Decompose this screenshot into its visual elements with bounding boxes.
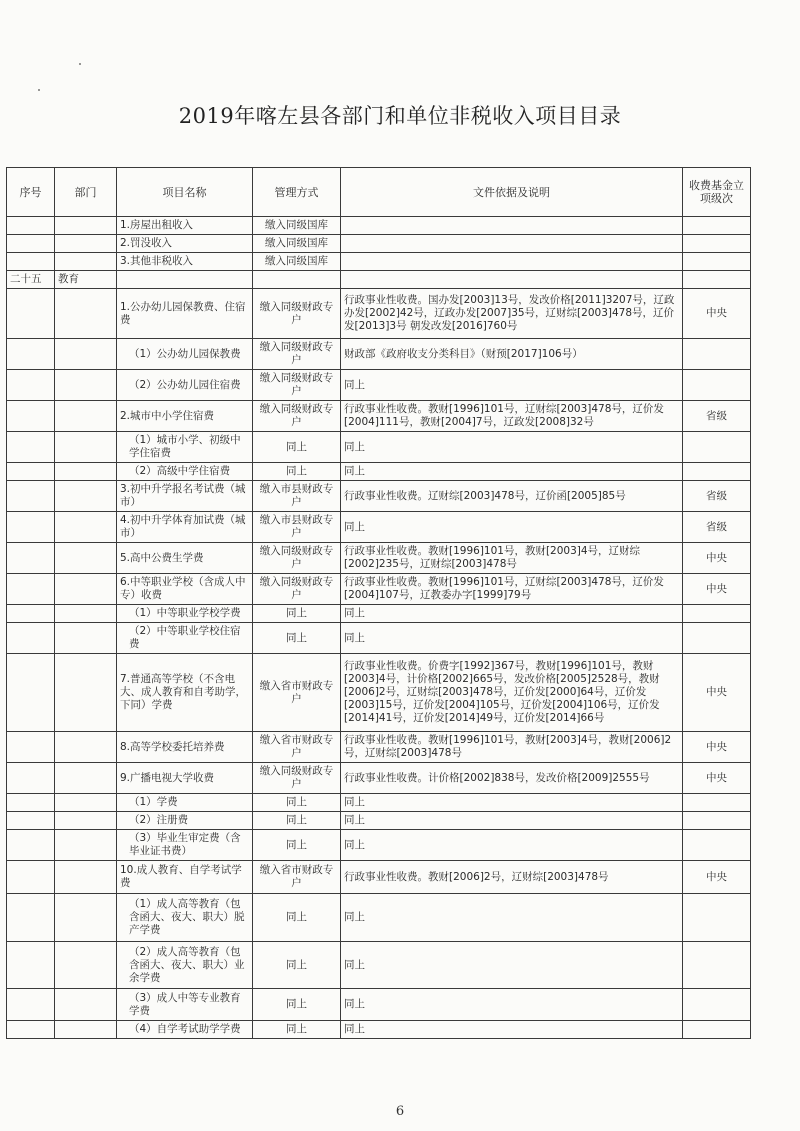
row-seq [7, 830, 55, 861]
row-mgmt: 同上 [253, 989, 341, 1021]
table-row [7, 289, 751, 339]
table-row [7, 861, 751, 894]
row-seq [7, 989, 55, 1021]
row-dept [55, 1021, 117, 1039]
row-dept [55, 217, 117, 235]
row-item: 10.成人教育、自学考试学费 [117, 861, 253, 894]
row-seq [7, 289, 55, 339]
row-item [117, 271, 253, 289]
row-mgmt: 缴入同级财政专户 [253, 289, 341, 339]
row-seq [7, 763, 55, 794]
row-seq [7, 812, 55, 830]
row-seq [7, 654, 55, 732]
scan-speck [79, 63, 81, 65]
row-dept [55, 574, 117, 605]
row-item: 3.初中升学报名考试费（城市） [117, 481, 253, 512]
table-row [7, 339, 751, 370]
row-basis: 同上 [341, 432, 683, 463]
header-seq: 序号 [7, 168, 55, 217]
row-dept [55, 794, 117, 812]
row-level [683, 812, 751, 830]
row-level: 中央 [683, 763, 751, 794]
row-dept [55, 894, 117, 942]
row-seq [7, 370, 55, 401]
row-basis: 同上 [341, 894, 683, 942]
row-dept [55, 861, 117, 894]
table-row [7, 574, 751, 605]
row-mgmt: 同上 [253, 623, 341, 654]
table-row [7, 1021, 751, 1039]
row-basis: 行政事业性收费。教财[1996]101号，辽财综[2003]478号，辽价发[2004]107号，辽教委办字[1999]79号 [341, 574, 683, 605]
table-row [7, 463, 751, 481]
row-seq [7, 543, 55, 574]
table-row [7, 605, 751, 623]
row-mgmt: 缴入同级财政专户 [253, 574, 341, 605]
row-basis: 同上 [341, 794, 683, 812]
row-item: （1）公办幼儿园保教费 [117, 339, 253, 370]
row-seq [7, 339, 55, 370]
row-dept [55, 605, 117, 623]
table-row [7, 623, 751, 654]
row-level: 中央 [683, 861, 751, 894]
row-item: （2）成人高等教育（包含函大、夜大、职大）业余学费 [117, 942, 253, 989]
row-dept [55, 989, 117, 1021]
row-basis: 行政事业性收费。计价格[2002]838号，发改价格[2009]2555号 [341, 763, 683, 794]
table-row [7, 481, 751, 512]
header-level: 收费基金立项级次 [683, 168, 751, 217]
row-item: （1）学费 [117, 794, 253, 812]
row-seq [7, 794, 55, 812]
row-basis: 行政事业性收费。教财[1996]101号，教财[2003]4号，辽财综[2002]235号，辽财综[2003]478号 [341, 543, 683, 574]
row-level [683, 253, 751, 271]
row-item: 2.城市中小学住宿费 [117, 401, 253, 432]
table-row [7, 543, 751, 574]
table-row [7, 830, 751, 861]
row-level [683, 235, 751, 253]
row-mgmt: 缴入同级国库 [253, 253, 341, 271]
row-mgmt: 缴入省市财政专户 [253, 861, 341, 894]
row-seq [7, 432, 55, 463]
row-dept [55, 289, 117, 339]
row-level [683, 830, 751, 861]
row-seq [7, 574, 55, 605]
row-mgmt: 同上 [253, 942, 341, 989]
row-item: 4.初中升学体育加试费（城市） [117, 512, 253, 543]
row-level [683, 942, 751, 989]
row-mgmt: 缴入同级财政专户 [253, 339, 341, 370]
row-seq [7, 481, 55, 512]
row-mgmt: 同上 [253, 463, 341, 481]
row-level: 中央 [683, 654, 751, 732]
table-row [7, 271, 751, 289]
row-level: 省级 [683, 401, 751, 432]
row-seq [7, 732, 55, 763]
row-dept [55, 623, 117, 654]
row-basis: 同上 [341, 812, 683, 830]
table-body [7, 217, 751, 1039]
table-row [7, 942, 751, 989]
row-item: 2.罚没收入 [117, 235, 253, 253]
row-mgmt [253, 271, 341, 289]
row-dept [55, 463, 117, 481]
row-mgmt: 缴入省市财政专户 [253, 654, 341, 732]
row-level [683, 1021, 751, 1039]
row-seq [7, 942, 55, 989]
row-mgmt: 同上 [253, 1021, 341, 1039]
header-mgmt: 管理方式 [253, 168, 341, 217]
row-mgmt: 同上 [253, 830, 341, 861]
revenue-catalog-table [6, 167, 751, 1039]
row-dept [55, 481, 117, 512]
row-level [683, 432, 751, 463]
table-row [7, 989, 751, 1021]
row-basis: 行政事业性收费。价费字[1992]367号，教财[1996]101号，教财[2003]4号，计价格[2002]665号，发改价格[2005]2528号，教财[2006]2号，辽财综[2003]478号，辽价发[2000]64号，辽价发[2003]15号，辽价发[2004]105号，辽价发[2004]106号，辽价发[2014]41号，辽价发[2014]49号，辽价发[2014]66号 [341, 654, 683, 732]
row-item: 6.中等职业学校（含成人中专）收费 [117, 574, 253, 605]
row-item: （2）公办幼儿园住宿费 [117, 370, 253, 401]
row-level [683, 463, 751, 481]
row-basis [341, 217, 683, 235]
table-row [7, 732, 751, 763]
row-seq [7, 253, 55, 271]
row-basis: 同上 [341, 463, 683, 481]
row-dept [55, 370, 117, 401]
row-mgmt: 同上 [253, 432, 341, 463]
row-mgmt: 同上 [253, 794, 341, 812]
row-level [683, 605, 751, 623]
row-basis [341, 235, 683, 253]
table-row [7, 894, 751, 942]
row-basis: 行政事业性收费。教财[1996]101号，辽财综[2003]478号，辽价发[2004]111号，教财[2004]7号，辽政发[2008]32号 [341, 401, 683, 432]
row-item: 1.房屋出租收入 [117, 217, 253, 235]
row-item: 1.公办幼儿园保教费、住宿费 [117, 289, 253, 339]
row-dept [55, 654, 117, 732]
table-row [7, 763, 751, 794]
row-dept [55, 235, 117, 253]
row-basis: 行政事业性收费。国办发[2003]13号，发改价格[2011]3207号，辽政办发[2002]42号，辽政办发[2007]35号，辽财综[2003]478号，辽价发[2013]3号 朝发改发[2016]760号 [341, 289, 683, 339]
row-dept [55, 830, 117, 861]
row-mgmt: 缴入同级国库 [253, 217, 341, 235]
row-seq [7, 463, 55, 481]
page-number: 6 [395, 1104, 405, 1119]
row-dept [55, 401, 117, 432]
row-dept [55, 253, 117, 271]
row-basis [341, 253, 683, 271]
row-seq [7, 605, 55, 623]
row-dept [55, 732, 117, 763]
row-basis: 同上 [341, 623, 683, 654]
header-basis: 文件依据及说明 [341, 168, 683, 217]
row-basis: 行政事业性收费。教财[1996]101号，教财[2003]4号，教财[2006]2号，辽财综[2003]478号 [341, 732, 683, 763]
row-basis: 同上 [341, 512, 683, 543]
table-row [7, 654, 751, 732]
table-row [7, 217, 751, 235]
row-mgmt: 缴入同级财政专户 [253, 370, 341, 401]
row-seq [7, 217, 55, 235]
row-dept [55, 432, 117, 463]
table-row [7, 512, 751, 543]
row-item: （3）成人中等专业教育学费 [117, 989, 253, 1021]
row-item: （1）城市小学、初级中学住宿费 [117, 432, 253, 463]
row-basis: 同上 [341, 830, 683, 861]
table-row [7, 812, 751, 830]
row-basis: 同上 [341, 370, 683, 401]
row-level [683, 623, 751, 654]
row-item: （1）成人高等教育（包含函大、夜大、职大）脱产学费 [117, 894, 253, 942]
row-basis: 同上 [341, 605, 683, 623]
row-mgmt: 缴入省市财政专户 [253, 732, 341, 763]
row-mgmt: 缴入同级财政专户 [253, 401, 341, 432]
header-item: 项目名称 [117, 168, 253, 217]
table-row [7, 253, 751, 271]
document-title: 2019年喀左县各部门和单位非税收入项目目录 [178, 104, 622, 128]
row-mgmt: 缴入同级财政专户 [253, 543, 341, 574]
table-row [7, 794, 751, 812]
row-item: （3）毕业生审定费（含毕业证书费） [117, 830, 253, 861]
row-item: （1）中等职业学校学费 [117, 605, 253, 623]
row-item: （4）自学考试助学学费 [117, 1021, 253, 1039]
row-item: 7.普通高等学校（不含电大、成人教育和自考助学，下同）学费 [117, 654, 253, 732]
row-level: 省级 [683, 512, 751, 543]
row-mgmt: 同上 [253, 894, 341, 942]
table-header-row [7, 168, 751, 217]
row-mgmt: 缴入同级国库 [253, 235, 341, 253]
row-item: （2）中等职业学校住宿费 [117, 623, 253, 654]
row-item: 5.高中公费生学费 [117, 543, 253, 574]
row-level: 中央 [683, 732, 751, 763]
row-dept: 教育 [55, 271, 117, 289]
row-mgmt: 缴入市县财政专户 [253, 481, 341, 512]
row-seq: 二十五 [7, 271, 55, 289]
row-mgmt: 同上 [253, 605, 341, 623]
row-level: 中央 [683, 574, 751, 605]
row-mgmt: 缴入市县财政专户 [253, 512, 341, 543]
row-dept [55, 512, 117, 543]
table-row [7, 401, 751, 432]
row-seq [7, 1021, 55, 1039]
row-level: 中央 [683, 289, 751, 339]
row-mgmt: 同上 [253, 812, 341, 830]
row-level [683, 989, 751, 1021]
row-seq [7, 894, 55, 942]
row-item: 3.其他非税收入 [117, 253, 253, 271]
row-dept [55, 763, 117, 794]
row-dept [55, 339, 117, 370]
row-seq [7, 235, 55, 253]
scan-speck [38, 89, 40, 91]
row-basis: 行政事业性收费。教财[2006]2号，辽财综[2003]478号 [341, 861, 683, 894]
row-basis: 同上 [341, 942, 683, 989]
row-level [683, 217, 751, 235]
row-seq [7, 512, 55, 543]
row-item: 9.广播电视大学收费 [117, 763, 253, 794]
table-row [7, 370, 751, 401]
row-dept [55, 543, 117, 574]
row-level: 省级 [683, 481, 751, 512]
row-seq [7, 401, 55, 432]
row-item: 8.高等学校委托培养费 [117, 732, 253, 763]
row-mgmt: 缴入同级财政专户 [253, 763, 341, 794]
row-level [683, 794, 751, 812]
row-dept [55, 942, 117, 989]
row-level [683, 271, 751, 289]
row-seq [7, 861, 55, 894]
table-row [7, 432, 751, 463]
row-level [683, 339, 751, 370]
row-basis [341, 271, 683, 289]
row-level [683, 894, 751, 942]
row-basis: 财政部《政府收支分类科目》（财预[2017]106号） [341, 339, 683, 370]
row-level: 中央 [683, 543, 751, 574]
row-level [683, 370, 751, 401]
row-seq [7, 623, 55, 654]
row-basis: 同上 [341, 989, 683, 1021]
row-dept [55, 812, 117, 830]
row-basis: 行政事业性收费。辽财综[2003]478号，辽价函[2005]85号 [341, 481, 683, 512]
table-row [7, 235, 751, 253]
header-dept: 部门 [55, 168, 117, 217]
row-basis: 同上 [341, 1021, 683, 1039]
row-item: （2）注册费 [117, 812, 253, 830]
row-item: （2）高级中学住宿费 [117, 463, 253, 481]
